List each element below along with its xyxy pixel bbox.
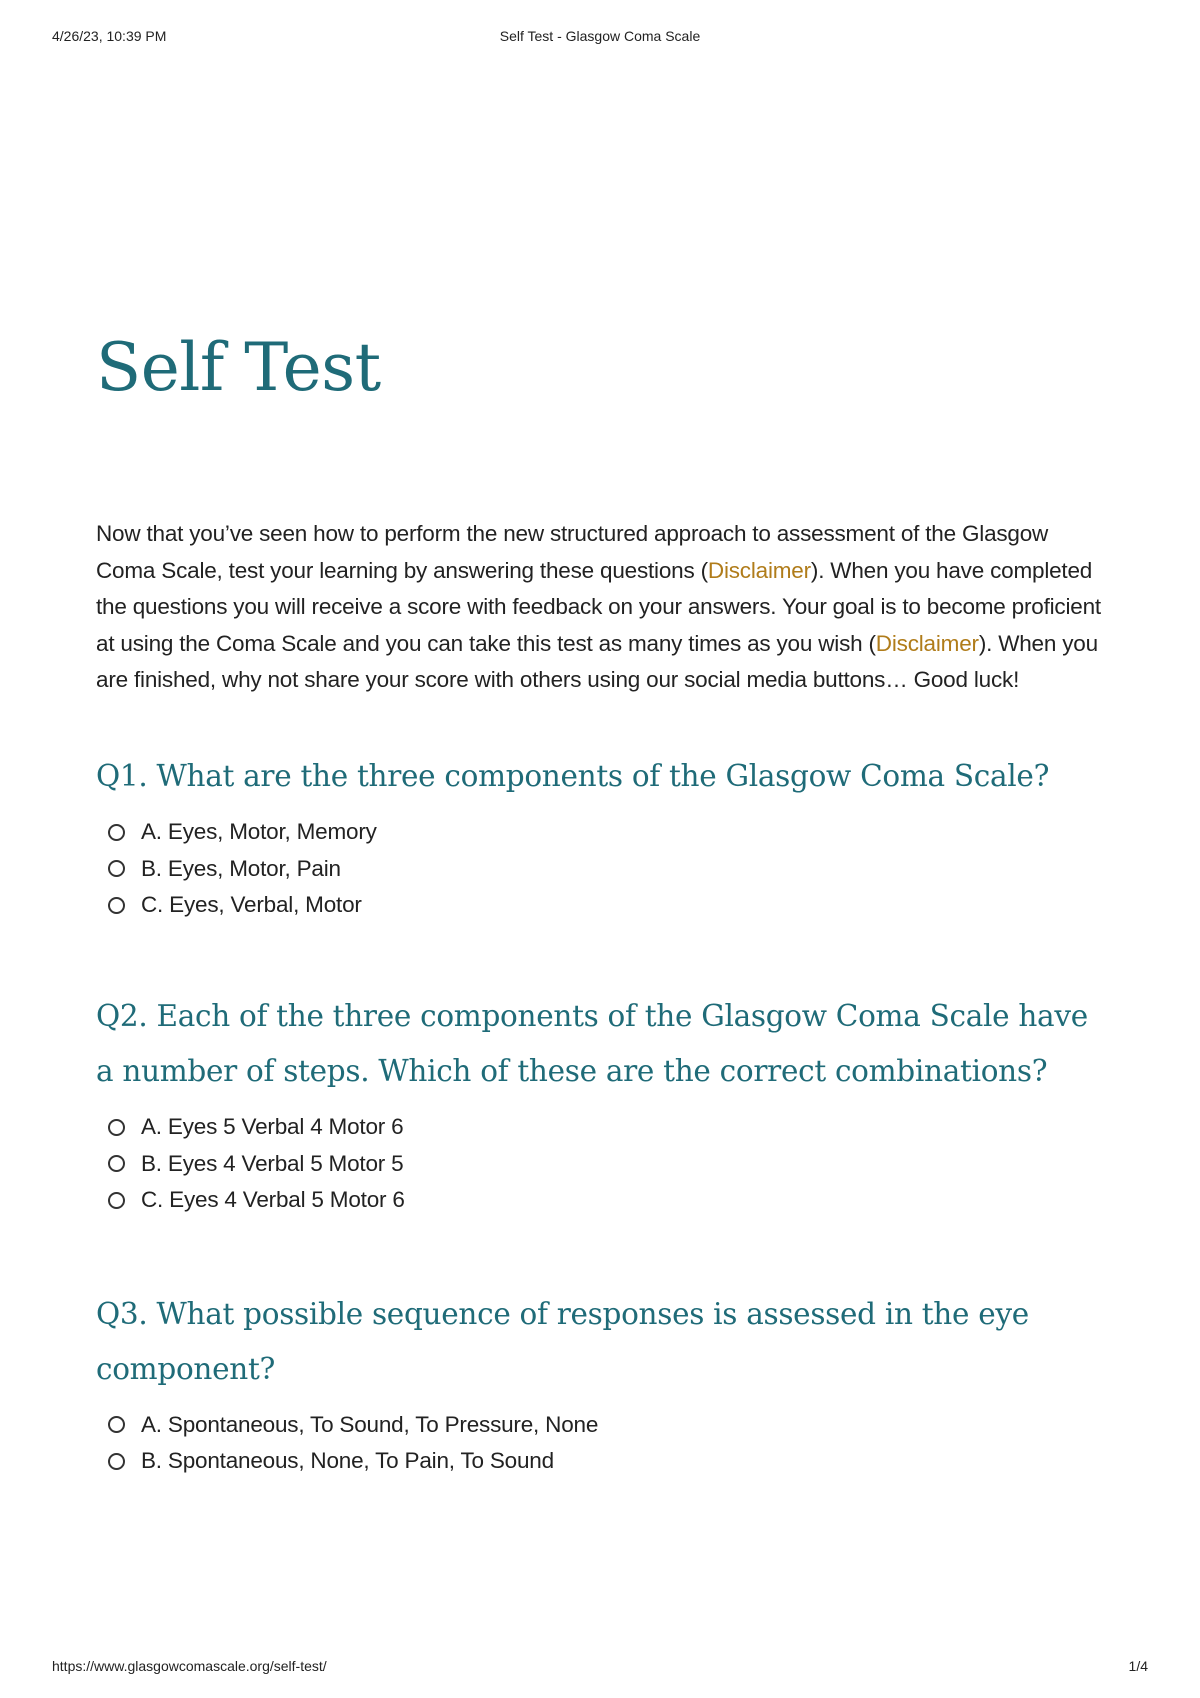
print-header bbox=[52, 28, 1148, 50]
question-2-title: Q2. Each of the three components of the Glasgow Coma Scale have a number of steps. Which of these are the correct combinations? bbox=[96, 998, 1088, 1088]
radio-button-icon[interactable] bbox=[108, 1453, 125, 1470]
disclaimer-link-1[interactable]: Disclaimer bbox=[707, 557, 811, 583]
main-content bbox=[96, 328, 1108, 1480]
option-label: C. Eyes, Verbal, Motor bbox=[141, 892, 362, 918]
radio-button-icon[interactable] bbox=[108, 1155, 125, 1172]
question-2-option-b[interactable] bbox=[96, 1145, 1108, 1182]
question-1-options bbox=[96, 814, 1108, 924]
print-date: 4/26/23, 10:39 PM bbox=[52, 28, 167, 44]
option-label: B. Eyes 4 Verbal 5 Motor 5 bbox=[141, 1150, 404, 1176]
print-document-title: Self Test - Glasgow Coma Scale bbox=[499, 28, 701, 44]
print-url: https://www.glasgowcomascale.org/self-test/ bbox=[52, 1658, 327, 1674]
intro-paragraph bbox=[96, 516, 1108, 699]
question-1-option-c[interactable] bbox=[96, 887, 1108, 924]
question-1-option-a[interactable] bbox=[96, 814, 1108, 851]
print-page-number: 1/4 bbox=[1128, 1658, 1148, 1674]
radio-button-icon[interactable] bbox=[108, 860, 125, 877]
option-label: A. Eyes 5 Verbal 4 Motor 6 bbox=[141, 1114, 404, 1140]
option-label: B. Eyes, Motor, Pain bbox=[141, 855, 341, 881]
radio-button-icon[interactable] bbox=[108, 897, 125, 914]
question-3-title: Q3. What possible sequence of responses is assessed in the eye component? bbox=[96, 1296, 1029, 1386]
page-title: Self Test bbox=[96, 329, 381, 406]
disclaimer-link-2[interactable]: Disclaimer bbox=[875, 630, 979, 656]
radio-button-icon[interactable] bbox=[108, 1416, 125, 1433]
question-3-option-a[interactable] bbox=[96, 1407, 1108, 1444]
print-footer bbox=[52, 1658, 1148, 1680]
option-label: A. Eyes, Motor, Memory bbox=[141, 819, 377, 845]
question-2-options bbox=[96, 1109, 1108, 1219]
intro-text-1: Now that you’ve seen how to perform the new structured approach to assessment of the Glasgow Coma Scale, test your learning by answering these questions ( bbox=[96, 521, 1049, 583]
question-1-title: Q1. What are the three components of the Glasgow Coma Scale? bbox=[96, 758, 1050, 793]
intro-text-3: ). When you are finished, why not share your score with others using our social media buttons… Good luck! bbox=[96, 630, 1098, 693]
question-2-option-c[interactable] bbox=[96, 1182, 1108, 1219]
question-3-options bbox=[96, 1407, 1108, 1480]
intro-text-2: ). When you have completed the questions you will receive a score with feedback on your answers. Your goal is to become proficient at using the Coma Scale and you can take this test as many times as you wish ( bbox=[96, 557, 1101, 656]
radio-button-icon[interactable] bbox=[108, 1119, 125, 1136]
option-label: B. Spontaneous, None, To Pain, To Sound bbox=[141, 1448, 554, 1474]
option-label: A. Spontaneous, To Sound, To Pressure, None bbox=[141, 1411, 599, 1437]
radio-button-icon[interactable] bbox=[108, 824, 125, 841]
radio-button-icon[interactable] bbox=[108, 1192, 125, 1209]
question-1-option-b[interactable] bbox=[96, 851, 1108, 888]
option-label: C. Eyes 4 Verbal 5 Motor 6 bbox=[141, 1187, 405, 1213]
question-2-option-a[interactable] bbox=[96, 1109, 1108, 1146]
question-3-option-b[interactable] bbox=[96, 1443, 1108, 1480]
